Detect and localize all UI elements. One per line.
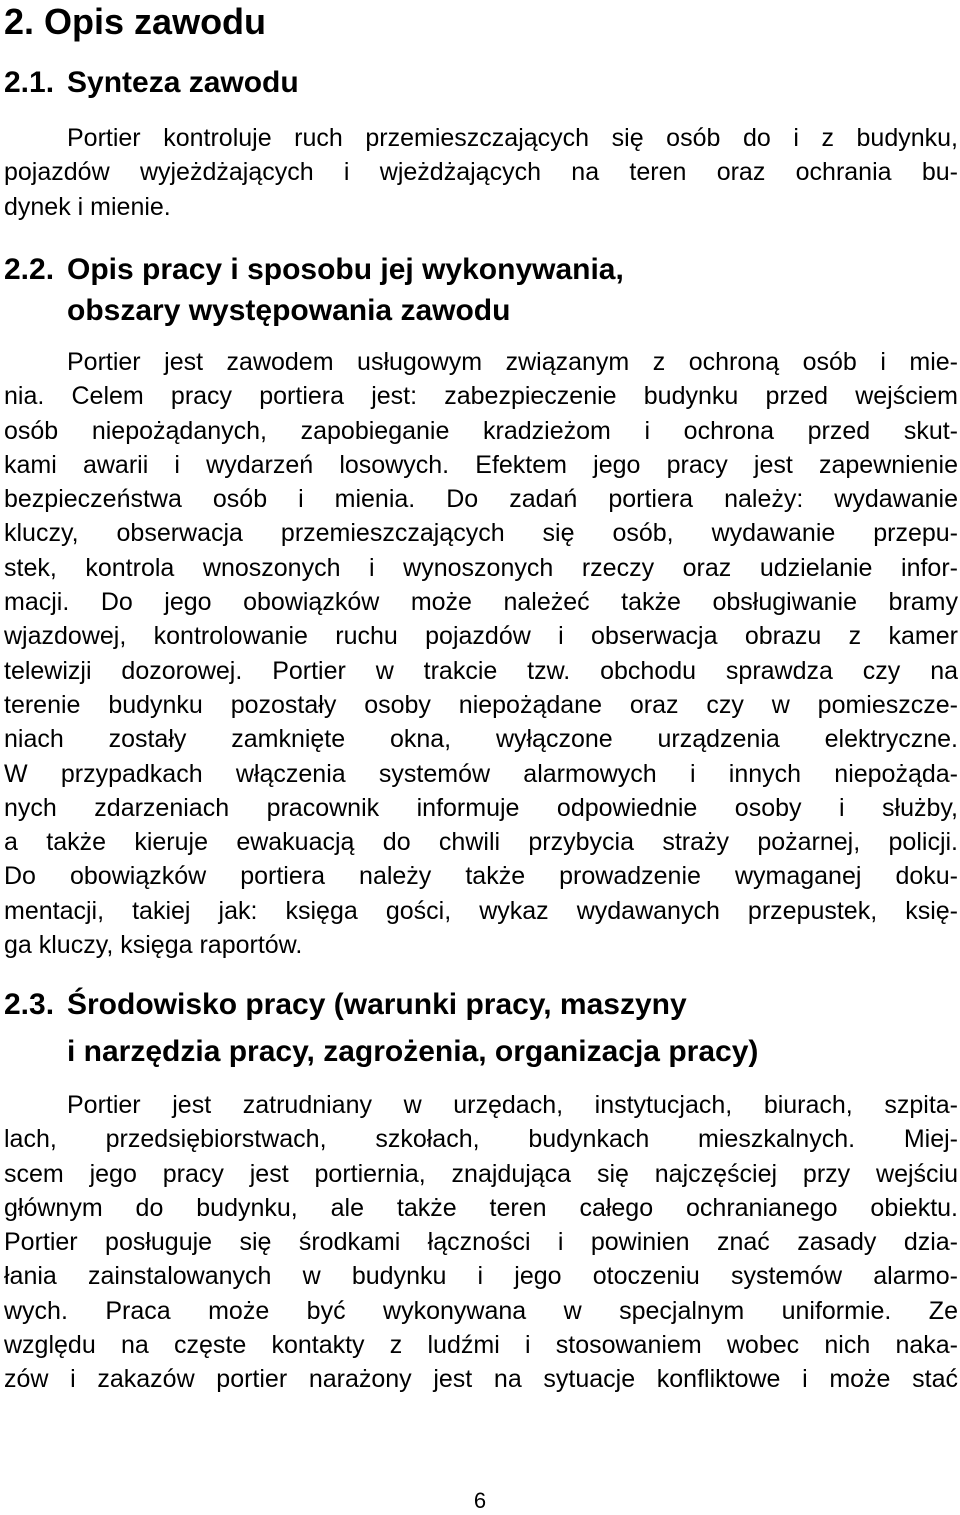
section-number: 2.3. — [4, 988, 55, 1021]
section-2-3-paragraph — [4, 1088, 958, 1397]
section-title-line-1: Środowisko pracy (warunki pracy, maszyny — [67, 988, 687, 1021]
paragraph-line: telewizji dozorowej. Portier w trakcie tzw. obchodu sprawdza czy na — [4, 656, 958, 685]
paragraph-line: osób niepożądanych, zapobieganie kradzieżom i ochrona przed skut- — [4, 416, 958, 445]
paragraph-line: zów i zakazów portier narażony jest na sytuacje konfliktowe i może stać — [4, 1365, 958, 1394]
paragraph-line: W przypadkach włączenia systemów alarmowych i innych niepożąda- — [4, 759, 958, 788]
paragraph-line: Portier posługuje się środkami łączności i powinien znać zasady dzia- — [4, 1228, 958, 1257]
paragraph-line: lach, przedsiębiorstwach, szkołach, budynkach mieszkalnych. Miej- — [4, 1125, 958, 1154]
paragraph-line: a także kieruje ewakuacją do chwili przybycia straży pożarnej, policji. — [4, 828, 958, 857]
page-number: 6 — [473, 1488, 487, 1513]
paragraph-line: ga kluczy, księga raportów. — [4, 931, 303, 960]
section-title-line-2: i narzędzia pracy, zagrożenia, organizacja pracy) — [67, 1035, 759, 1068]
section-2-1-paragraph — [4, 121, 958, 224]
paragraph-line: Portier kontroluje ruch przemieszczających się osób do i z budynku, — [67, 124, 958, 152]
paragraph-line: wych. Praca może być wykonywana w specjalnym uniformie. Ze — [4, 1296, 958, 1325]
paragraph-line: scem jego pracy jest portiernia, znajdująca się najczęściej przy wejściu — [4, 1159, 958, 1188]
paragraph-line: dynek i mienie. — [4, 192, 171, 221]
paragraph-line: wjazdowej, kontrolowanie ruchu pojazdów i obserwacja obrazu z kamer — [4, 622, 958, 651]
paragraph-line: nych zdarzeniach pracownik informuje odpowiednie osoby i służby, — [4, 793, 958, 822]
section-title-line-2: obszary występowania zawodu — [67, 294, 511, 327]
paragraph-line: pojazdów wyjeżdżających i wjeżdżających na teren oraz ochrania bu- — [4, 158, 958, 187]
paragraph-line: Portier jest zawodem usługowym związanym z ochroną osób i mie- — [67, 348, 958, 376]
section-title: Synteza zawodu — [67, 66, 299, 99]
paragraph-line: kami awarii i wydarzeń losowych. Efektem jego pracy jest zapewnienie — [4, 450, 958, 479]
section-2-2-paragraph — [4, 345, 958, 962]
paragraph-line: macji. Do jego obowiązków może należeć także obsługiwanie bramy — [4, 588, 958, 617]
paragraph-line: niach zostały zamknięte okna, wyłączone urządzenia elektryczne. — [4, 725, 958, 754]
section-number: 2.2. — [4, 253, 55, 286]
paragraph-line: nia. Celem pracy portiera jest: zabezpieczenie budynku przed wejściem — [4, 382, 958, 411]
paragraph-line: terenie budynku pozostały osoby niepożądane oraz czy w pomieszcze- — [4, 690, 958, 719]
chapter-heading: 2. Opis zawodu — [4, 1, 267, 42]
paragraph-line: Portier jest zatrudniany w urzędach, instytucjach, biurach, szpita- — [67, 1091, 958, 1119]
paragraph-line: kluczy, obserwacja przemieszczających się osób, wydawanie przepu- — [4, 519, 958, 548]
section-title-line-1: Opis pracy i sposobu jej wykonywania, — [67, 253, 624, 286]
paragraph-line: bezpieczeństwa osób i mienia. Do zadań portiera należy: wydawanie — [4, 485, 958, 514]
paragraph-line: Do obowiązków portiera należy także prowadzenie wymaganej doku- — [4, 862, 958, 891]
paragraph-line: stek, kontrola wnoszonych i wynoszonych rzeczy oraz udzielanie infor- — [4, 553, 958, 582]
paragraph-line: względu na częste kontakty z ludźmi i stosowaniem wobec nich naka- — [4, 1331, 958, 1360]
paragraph-line: głównym do budynku, ale także teren całego ochranianego obiektu. — [4, 1193, 958, 1222]
paragraph-line: łania zainstalowanych w budynku i jego otoczeniu systemów alarmo- — [4, 1262, 958, 1291]
paragraph-line: mentacji, takiej jak: księga gości, wykaz wydawanych przepustek, księ- — [4, 896, 958, 925]
section-number: 2.1. — [4, 66, 55, 99]
